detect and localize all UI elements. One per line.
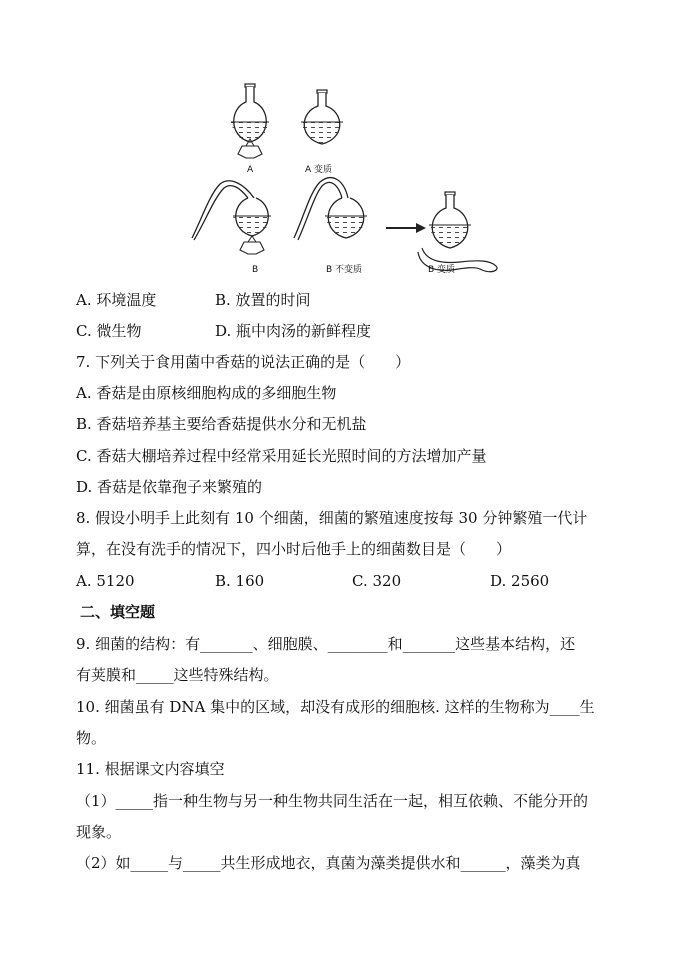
q10-line1: 10. 细菌虽有 DNA 集中的区域，却没有成形的细胞核. 这样的生物称为____生 — [76, 698, 595, 716]
label-b-not-spoiled: B 不变质 — [326, 265, 363, 275]
flask-b-not-spoiled — [294, 178, 367, 240]
q9-line2: 有荚膜和_____这些特殊结构。 — [76, 666, 279, 684]
q8-stem-line1: 8. 假设小明手上此刻有 10 个细菌，细菌的繁殖速度按每 30 分钟繁殖一代计 — [76, 509, 588, 527]
q6-option-b[interactable]: B. 放置的时间 — [215, 291, 311, 309]
q11-part1-line1: （1）_____指一种生物与另一种生物共同生活在一起，相互依赖、不能分开的 — [76, 792, 589, 810]
q7-stem: 7. 下列关于食用菌中香菇的说法正确的是（ ） — [76, 353, 411, 371]
q8-option-a[interactable]: A. 5120 — [76, 572, 135, 590]
label-b-spoiled: B 变质 — [428, 265, 456, 275]
q9-line1: 9. 细菌的结构：有_______、细胞膜、________和_______这些基本结构，还 — [76, 635, 576, 653]
q6-option-c[interactable]: C. 微生物 — [76, 322, 142, 340]
q10-line2: 物。 — [76, 729, 107, 747]
flask-diagram — [190, 80, 510, 280]
q7-option-c[interactable]: C. 香菇大棚培养过程中经常采用延长光照时间的方法增加产量 — [76, 447, 487, 465]
flask-b-spoiled — [418, 192, 497, 272]
q7-option-d[interactable]: D. 香菇是依靠孢子来繁殖的 — [76, 478, 263, 496]
flask-b-heated — [192, 181, 271, 254]
section-title-fill-in: 二、填空题 — [80, 603, 156, 621]
q11-stem: 11. 根据课文内容填空 — [76, 760, 225, 778]
q11-part2-line1: （2）如_____与_____共生形成地衣，真菌为藻类提供水和______，藻类为真 — [76, 854, 581, 872]
q7-option-a[interactable]: A. 香菇是由原核细胞构成的多细胞生物 — [76, 384, 337, 402]
label-a-spoiled: A 变质 — [305, 165, 333, 175]
arrow-icon — [386, 223, 426, 233]
label-b: B — [252, 265, 259, 275]
label-a: A — [247, 165, 254, 175]
q6-option-a[interactable]: A. 环境温度 — [76, 291, 157, 309]
q7-option-b[interactable]: B. 香菇培养基主要给香菇提供水分和无机盐 — [76, 415, 367, 433]
flask-a-spoiled — [301, 90, 343, 144]
flask-experiment-figure — [190, 80, 510, 280]
q8-option-d[interactable]: D. 2560 — [490, 572, 550, 590]
q8-stem-line2: 算，在没有洗手的情况下，四小时后他手上的细菌数目是（ ） — [76, 540, 512, 558]
q8-option-c[interactable]: C. 320 — [352, 572, 402, 590]
q6-option-d[interactable]: D. 瓶中肉汤的新鲜程度 — [215, 322, 372, 340]
flask-a-heated — [231, 84, 269, 158]
q8-option-b[interactable]: B. 160 — [215, 572, 265, 590]
q11-part1-line2: 现象。 — [76, 823, 122, 841]
